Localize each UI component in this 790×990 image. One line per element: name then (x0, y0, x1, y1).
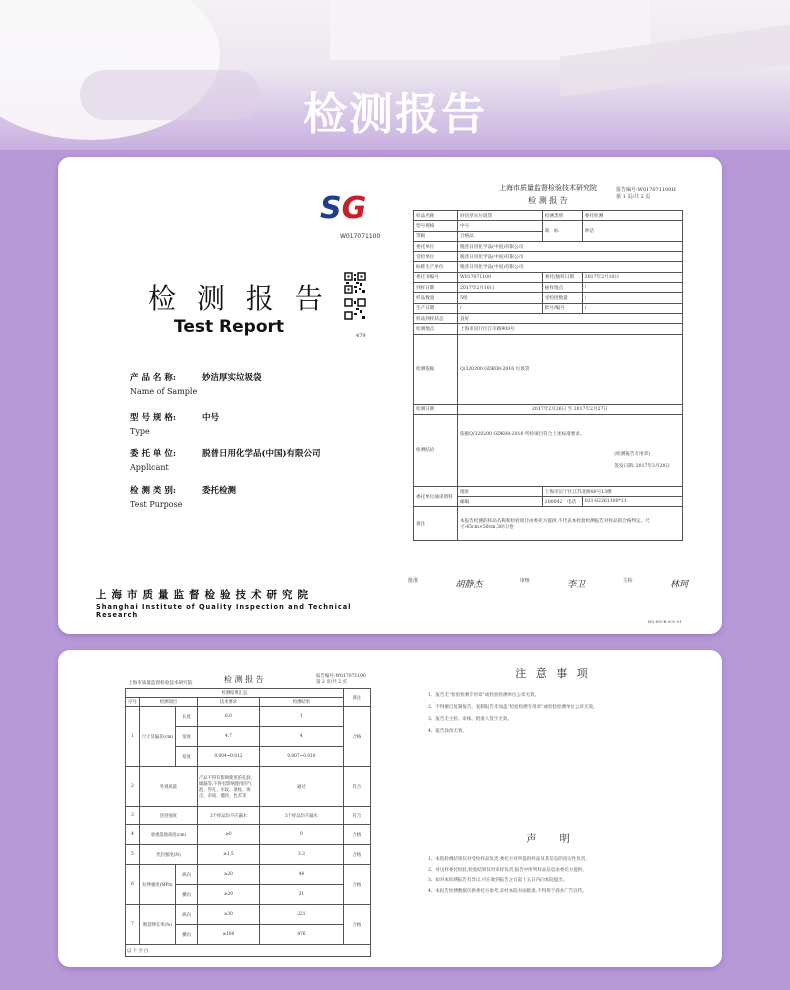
table-row: 检测结论 依据Q/320200 GDK08-2016 所检项目符合上述标准要求。 (检测报告专用章) 签发日期: 2017年3月28日 (414, 414, 683, 486)
report-signatures: 批准 胡静杰 审核 李卫 主检 林珂 (408, 578, 688, 590)
cover-page (58, 157, 381, 634)
table-row: 6 拉伸强度(MPa) 纵向 ≥20 44 合格 (126, 865, 371, 885)
cover-field-applicant: 委 托 单 位: 脱普日用化学品(中国)有限公司 Applicant (130, 449, 321, 472)
report-card-1 (58, 157, 722, 634)
table-row: 横向 ≥20 21 (126, 885, 371, 905)
list-item: 3、报告无主检、审核、批准人签字无效。 (428, 717, 512, 722)
notes-list (428, 690, 688, 738)
table-row: 序号 检测项目 技术要求 检测结果 (126, 698, 371, 707)
list-item: 1、报告无“检验检测专用章”或检验检测单位公章无效。 (428, 693, 539, 698)
table-row: 检测地点 上海市闵行区江川路900号 (414, 324, 683, 334)
table-row: 委托单位 脱普日用化学品(中国)有限公司 (414, 241, 683, 251)
table-row: 备注 本报告检测的样品名称和检验项目由委托方提供,不代表本检验检测报告对样品的合格判定。尺寸:45cm×50cm,30只/卷 (414, 507, 683, 541)
table-row: 检测结果汇总 备注 (126, 689, 371, 698)
cover-doc-id: W017071100 (340, 233, 381, 240)
table-row: 检测依据 Q/320200 GDK08-2016 垃圾袋 (414, 334, 683, 404)
notes-page (418, 650, 718, 967)
banner-title: 检测报告 (303, 89, 487, 140)
declaration-title: 声 明 (526, 834, 580, 845)
report-number: 报告编号:W017071100H 第 1 页/共 2 页 (616, 187, 676, 200)
table-row: 标称生产单位 脱普日用化学品(中国)有限公司 (414, 262, 683, 272)
table-row: 检测日期 2017年2月26日 至 2017年2月27日 (414, 404, 683, 414)
list-item: 2、对送样委托检验,检验结果仅对来样负责,报告中所列样品信息由委托方提供。 (428, 867, 587, 873)
table-row: 受检单位 脱普日用化学品(中国)有限公司 (414, 252, 683, 262)
qr-code-icon (344, 272, 366, 322)
table-row: 4 承重落地高度(cm) ≥0 0 合格 (126, 825, 371, 845)
report-card-2 (58, 650, 722, 967)
notes-title: 注 意 事 项 (515, 667, 591, 680)
cover-field-type: 型 号 规 格: 中号 Type (130, 413, 220, 436)
list-item: 4、本报告检测数据仅供委托方参考,未经本院书面批准,不得用于商业广告宣传。 (428, 888, 587, 894)
list-item: 2、不得擅自复制报告。复制报告未加盖“检验检测专用章”或检验检测单位公章无效。 (428, 705, 598, 710)
cover-title-en: Test Report (174, 317, 285, 337)
report-page-2 (58, 650, 378, 967)
table-row: 厚度 0.004~0.012 0.007~0.010 (126, 747, 371, 767)
list-item: 4、报告涂改无效。 (428, 729, 467, 734)
table-row: 等级 合格品 (414, 231, 683, 241)
report2-number: 报告编号:W017071100 第 2 页/共 2 页 (316, 674, 366, 685)
cover-qr-note: 479 (356, 333, 366, 339)
table-row: 样品名称 妙洁厚实垃圾袋 检测类别 委托检测 (414, 211, 683, 221)
cma-logo-icon: SG (320, 191, 367, 226)
table-row: 5 热封强度(N) ≥1.5 3.3 合格 (126, 845, 371, 865)
table-row: 样品到样状态 良好 (414, 313, 683, 323)
report2-title: 检 测 报 告 (224, 675, 264, 684)
cover-field-sample: 产 品 名 称: 妙洁厚实垃圾袋 Name of Sample (130, 373, 262, 396)
declaration-list (428, 855, 690, 897)
table-row: 宽度 4.7 4 (126, 727, 371, 747)
table-row: 委托书编号 W017071100 委托/抽样日期 2017年2月10日 (414, 272, 683, 282)
table-row: 1 尺寸及偏差(cm) 长度 6.0 1 合格 (126, 707, 371, 727)
results-table (125, 688, 371, 957)
table-row: 7 断裂伸长率(%) 纵向 ≥30 221 合格 (126, 905, 371, 925)
cover-title-cn: 检 测 报 告 (148, 282, 329, 315)
cover-institute-cn: 上海市质量监督检验技术研究院 (96, 589, 313, 601)
report-title: 检 测 报 告 (528, 196, 568, 205)
table-row: 邮编 200042 电话 021-62261100*11 (414, 497, 683, 507)
table-row: 2 外观质量 产品不得有影响使用的孔洞、破漏等,不得有影响使用的气泡、穿孔、水纹、条纹、斑点、杂质、僵块、色差等 通过 符合 (126, 767, 371, 807)
table-row: 以 下 空 白 (126, 945, 371, 957)
report-form-code: BQ-RG-B-001-01 (648, 619, 682, 624)
table-row: 样品数量 5组 受检批数量 / (414, 293, 683, 303)
report-page-1 (408, 157, 708, 634)
table-row: 3 热封强度 3个样品均不应漏水 3个样品均不漏水 符合 (126, 807, 371, 825)
list-item: 1、本院检测结果仅对受检样品负责,委托方对所提供样品及其信息的真实性负责。 (428, 857, 590, 862)
cover-field-purpose: 检 测 类 别: 委托检测 Test Purpose (130, 486, 237, 509)
table-row: 委托单位通讯资料 地址 上海市长宁区江苏北路80号13楼 (414, 486, 683, 496)
table-row: 生产日期 / 批号/编号 / (414, 303, 683, 313)
table-row: 型号规格 中号 商 标 妙洁 (414, 221, 683, 231)
cover-institute-en: Shanghai Institute of Quality Inspection and Technical Research (96, 603, 352, 619)
report-info-table (413, 210, 683, 541)
table-row: 到样日期 2017年2月10日 抽样地点 / (414, 283, 683, 293)
report2-institute: 上海市质量监督检验技术研究院 (128, 681, 193, 686)
report-institute: 上海市质量监督检验技术研究院 (499, 184, 597, 192)
list-item: 3、如对本检测报告有异议,可在收到报告之日起十五日内向本院提出。 (428, 878, 568, 883)
table-row: 横向 ≥100 476 (126, 925, 371, 945)
